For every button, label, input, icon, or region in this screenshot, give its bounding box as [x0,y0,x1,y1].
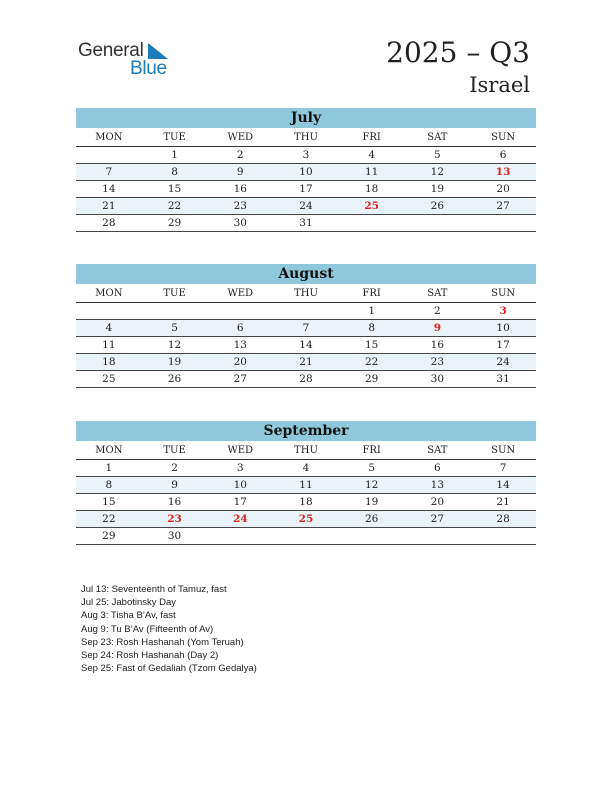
week-row [76,511,536,528]
holiday-day-cell: 9 [405,320,471,337]
day-cell: 11 [273,477,339,494]
day-cell: 15 [76,494,142,511]
weekday-header: SAT [405,284,471,303]
day-cell: 20 [207,354,273,371]
day-cell: 14 [470,477,536,494]
day-cell: 20 [470,181,536,198]
day-cell: 29 [142,215,208,232]
week-row [76,303,536,320]
week-row [76,460,536,477]
week-row [76,528,536,545]
day-cell: 4 [339,147,405,164]
day-cell: 10 [207,477,273,494]
day-cell: 27 [470,198,536,215]
holiday-day-cell: 13 [470,164,536,181]
day-cell: 16 [142,494,208,511]
month-table [76,284,536,388]
day-cell: 11 [339,164,405,181]
holiday-day-cell: 25 [339,198,405,215]
logo [78,40,188,80]
weekday-header: FRI [339,284,405,303]
day-cell: 1 [339,303,405,320]
day-cell: 28 [76,215,142,232]
day-cell: 27 [207,371,273,388]
day-cell: 26 [339,511,405,528]
day-cell: 8 [76,477,142,494]
holiday-day-cell: 25 [273,511,339,528]
day-cell: 23 [207,198,273,215]
day-cell: 28 [470,511,536,528]
weekday-header: FRI [339,128,405,147]
day-cell: 26 [142,371,208,388]
day-cell: 27 [405,511,471,528]
empty-day-cell [339,215,405,232]
day-cell: 23 [405,354,471,371]
weekday-header: WED [207,441,273,460]
empty-day-cell [207,528,273,545]
day-cell: 30 [207,215,273,232]
holiday-note: Sep 24: Rosh Hashanah (Day 2) [81,650,219,662]
day-cell: 17 [470,337,536,354]
day-cell: 9 [142,477,208,494]
empty-day-cell [76,303,142,320]
day-cell: 19 [339,494,405,511]
weekday-header: SUN [470,284,536,303]
empty-day-cell [470,528,536,545]
country-name: Israel [469,73,530,97]
week-row [76,181,536,198]
day-cell: 5 [142,320,208,337]
day-cell: 22 [142,198,208,215]
day-cell: 17 [207,494,273,511]
weekday-header: THU [273,284,339,303]
month-title: September [76,421,536,441]
week-row [76,337,536,354]
day-cell: 7 [470,460,536,477]
day-cell: 19 [405,181,471,198]
day-cell: 26 [405,198,471,215]
weekday-header: MON [76,128,142,147]
day-cell: 8 [339,320,405,337]
weekday-header: WED [207,128,273,147]
day-cell: 6 [470,147,536,164]
day-cell: 12 [142,337,208,354]
weekday-header: SAT [405,441,471,460]
day-cell: 6 [207,320,273,337]
holiday-notes [81,583,257,675]
day-cell: 14 [273,337,339,354]
day-cell: 17 [273,181,339,198]
day-cell: 22 [339,354,405,371]
week-row [76,215,536,232]
week-row [76,494,536,511]
day-cell: 4 [273,460,339,477]
week-row [76,354,536,371]
day-cell: 18 [76,354,142,371]
weekday-header: TUE [142,128,208,147]
day-cell: 21 [470,494,536,511]
weekday-header: WED [207,284,273,303]
day-cell: 13 [207,337,273,354]
day-cell: 30 [142,528,208,545]
day-cell: 11 [76,337,142,354]
empty-day-cell [207,303,273,320]
month-table [76,128,536,232]
day-cell: 7 [273,320,339,337]
holiday-day-cell: 23 [142,511,208,528]
weekday-header: SUN [470,128,536,147]
day-cell: 21 [76,198,142,215]
week-row [76,477,536,494]
day-cell: 1 [76,460,142,477]
day-cell: 2 [207,147,273,164]
logo-text-general: General [78,40,144,61]
day-cell: 12 [405,164,471,181]
month-title: August [76,264,536,284]
day-cell: 10 [273,164,339,181]
day-cell: 31 [273,215,339,232]
day-cell: 15 [142,181,208,198]
month-block-august [76,264,536,388]
weekday-header: THU [273,441,339,460]
weekday-header: MON [76,441,142,460]
week-row [76,147,536,164]
holiday-note: Sep 25: Fast of Gedaliah (Tzom Gedalya) [81,663,257,675]
day-cell: 24 [273,198,339,215]
holiday-note: Aug 9: Tu B’Av (Fifteenth of Av) [81,623,214,635]
empty-day-cell [142,303,208,320]
week-row [76,371,536,388]
day-cell: 16 [405,337,471,354]
holiday-note: Aug 3: Tisha B’Av, fast [81,610,176,622]
day-cell: 31 [470,371,536,388]
week-row [76,164,536,181]
day-cell: 3 [273,147,339,164]
day-cell: 5 [339,460,405,477]
day-cell: 25 [76,371,142,388]
day-cell: 5 [405,147,471,164]
logo-flag-icon [148,43,168,59]
empty-day-cell [273,528,339,545]
empty-day-cell [470,215,536,232]
weekday-header: MON [76,284,142,303]
day-cell: 1 [142,147,208,164]
day-cell: 29 [339,371,405,388]
holiday-note: Jul 25: Jabotinsky Day [81,597,177,609]
day-cell: 22 [76,511,142,528]
empty-day-cell [405,528,471,545]
month-table [76,441,536,545]
page-title: 2025 – Q3 [386,36,530,69]
logo-text-blue: Blue [130,58,167,79]
day-cell: 7 [76,164,142,181]
empty-day-cell [76,147,142,164]
day-cell: 30 [405,371,471,388]
holiday-note: Jul 13: Seventeenth of Tamuz, fast [81,584,227,595]
weekday-header: FRI [339,441,405,460]
month-title: July [76,108,536,128]
day-cell: 14 [76,181,142,198]
holiday-day-cell: 3 [470,303,536,320]
day-cell: 13 [405,477,471,494]
day-cell: 28 [273,371,339,388]
weekday-header-row [76,441,536,460]
week-row [76,198,536,215]
day-cell: 3 [207,460,273,477]
day-cell: 21 [273,354,339,371]
holiday-day-cell: 24 [207,511,273,528]
day-cell: 4 [76,320,142,337]
weekday-header-row [76,284,536,303]
week-row [76,320,536,337]
day-cell: 12 [339,477,405,494]
day-cell: 19 [142,354,208,371]
weekday-header: SAT [405,128,471,147]
day-cell: 20 [405,494,471,511]
day-cell: 6 [405,460,471,477]
day-cell: 29 [76,528,142,545]
day-cell: 15 [339,337,405,354]
month-block-september [76,421,536,545]
day-cell: 2 [405,303,471,320]
day-cell: 9 [207,164,273,181]
empty-day-cell [339,528,405,545]
empty-day-cell [273,303,339,320]
weekday-header: TUE [142,441,208,460]
day-cell: 18 [273,494,339,511]
month-block-july [76,108,536,232]
weekday-header-row [76,128,536,147]
weekday-header: TUE [142,284,208,303]
day-cell: 2 [142,460,208,477]
day-cell: 16 [207,181,273,198]
weekday-header: THU [273,128,339,147]
day-cell: 24 [470,354,536,371]
holiday-note: Sep 23: Rosh Hashanah (Yom Teruah) [81,636,244,648]
weekday-header: SUN [470,441,536,460]
empty-day-cell [405,215,471,232]
day-cell: 10 [470,320,536,337]
day-cell: 8 [142,164,208,181]
day-cell: 18 [339,181,405,198]
